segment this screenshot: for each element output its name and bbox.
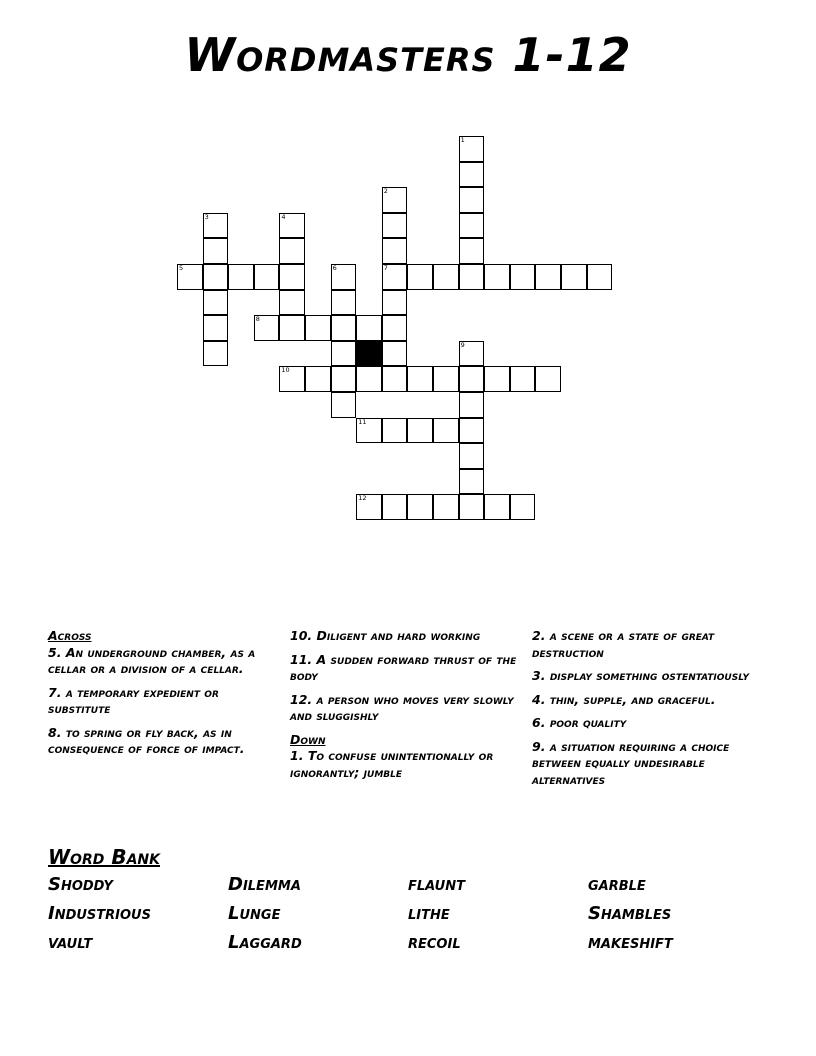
grid-cell[interactable] [382, 494, 408, 520]
across-heading: Across [48, 628, 92, 643]
grid-number: 3 [204, 212, 209, 221]
grid-cell[interactable] [459, 418, 485, 444]
grid-number: 11 [358, 417, 367, 426]
grid-number: 2 [383, 187, 388, 196]
clue-down-2: 2. a scene or a state of great destruction [532, 628, 715, 660]
grid-number: 1 [460, 136, 465, 144]
grid-cell[interactable] [305, 366, 331, 392]
clue-across-10: 10. Diligent and hard working [290, 628, 481, 643]
word-bank-item: garble [588, 874, 646, 895]
grid-cell[interactable] [382, 366, 408, 392]
grid-cell[interactable] [331, 315, 357, 341]
grid-cell[interactable] [459, 136, 485, 162]
grid-cell[interactable] [510, 264, 536, 290]
grid-cell[interactable] [203, 264, 229, 290]
grid-cell[interactable] [279, 238, 305, 264]
grid-cell[interactable] [279, 315, 305, 341]
grid-cell[interactable] [433, 494, 459, 520]
grid-cell[interactable] [459, 162, 485, 188]
grid-cell[interactable] [331, 392, 357, 418]
down-heading: Down [290, 731, 326, 747]
grid-cell[interactable] [510, 366, 536, 392]
grid-cell[interactable] [561, 264, 587, 290]
grid-cell[interactable] [382, 341, 408, 367]
word-bank-item: lithe [408, 903, 450, 924]
clues-column-1 [48, 628, 273, 765]
word-bank-item: Lunge [228, 903, 281, 924]
grid-number: 6 [332, 264, 337, 272]
grid-number: 9 [460, 340, 465, 349]
grid-number: 4 [281, 212, 286, 221]
clue-across-7: 7. a temporary expedient or substitute [48, 684, 219, 716]
word-bank-item: vault [48, 932, 93, 953]
word-bank-item: Shoddy [48, 874, 113, 895]
word-bank-item: makeshift [588, 932, 673, 953]
grid-cell[interactable] [331, 341, 357, 367]
grid-number: 5 [179, 264, 184, 272]
grid-cell[interactable] [407, 366, 433, 392]
page-title: Wordmasters 1-12 [184, 28, 632, 82]
grid-cell[interactable] [382, 213, 408, 239]
grid-cell[interactable] [331, 366, 357, 392]
grid-cell[interactable] [356, 418, 382, 444]
grid-cell[interactable] [382, 238, 408, 264]
grid-cell[interactable] [433, 264, 459, 290]
word-bank-item: Industrious [48, 903, 151, 924]
grid-cell[interactable] [382, 315, 408, 341]
word-bank-item: Laggard [228, 932, 302, 953]
grid-cell[interactable] [535, 366, 561, 392]
grid-cell[interactable] [203, 315, 229, 341]
grid-block [356, 341, 382, 367]
grid-cell[interactable] [356, 315, 382, 341]
grid-cell[interactable] [484, 366, 510, 392]
grid-cell[interactable] [356, 494, 382, 520]
grid-cell[interactable] [331, 290, 357, 316]
grid-cell[interactable] [331, 264, 357, 290]
grid-cell[interactable] [254, 264, 280, 290]
grid-cell[interactable] [279, 366, 305, 392]
clue-down-6: 6. poor quality [532, 715, 627, 730]
grid-cell[interactable] [382, 290, 408, 316]
grid-cell[interactable] [459, 443, 485, 469]
clue-down-9: 9. a situation requiring a choice between equally undesirable alternatives [532, 738, 730, 787]
grid-number: 10 [281, 366, 290, 375]
clue-down-4: 4. thin, supple, and graceful. [532, 691, 716, 707]
grid-cell[interactable] [459, 341, 485, 367]
grid-cell[interactable] [279, 264, 305, 290]
clues-column-3 [532, 628, 757, 795]
word-bank-item: flaunt [408, 874, 465, 895]
grid-cell[interactable] [177, 264, 203, 290]
grid-number: 7 [383, 264, 388, 272]
grid-number: 8 [255, 315, 260, 324]
grid-cell[interactable] [459, 264, 485, 290]
grid-cell[interactable] [382, 418, 408, 444]
grid-cell[interactable] [382, 264, 408, 290]
word-bank-item: Dilemma [228, 874, 301, 895]
grid-cell[interactable] [459, 187, 485, 213]
grid-cell[interactable] [382, 187, 408, 213]
grid-cell[interactable] [254, 315, 280, 341]
grid-cell[interactable] [203, 290, 229, 316]
grid-cell[interactable] [459, 213, 485, 239]
grid-cell[interactable] [484, 264, 510, 290]
grid-cell[interactable] [433, 418, 459, 444]
clue-down-1: 1. To confuse unintentionally or ignorantly; jumble [290, 748, 494, 780]
clue-across-12: 12. a person who moves very slowly and sluggishly [290, 691, 514, 723]
clue-across-5: 5. An underground chamber, as a cellar or a division of a cellar. [48, 644, 256, 676]
grid-cell[interactable] [203, 213, 229, 239]
grid-cell[interactable] [484, 494, 510, 520]
grid-cell[interactable] [203, 238, 229, 264]
grid-cell[interactable] [433, 366, 459, 392]
word-bank-item: recoil [408, 932, 461, 953]
grid-cell[interactable] [459, 238, 485, 264]
grid-cell[interactable] [510, 494, 536, 520]
clues-column-2 [290, 628, 520, 788]
grid-cell[interactable] [407, 494, 433, 520]
grid-cell[interactable] [279, 213, 305, 239]
word-bank-title: Word Bank [48, 845, 160, 869]
word-bank-item: Shambles [588, 903, 672, 924]
clue-across-11: 11. A sudden forward thrust of the body [290, 651, 517, 683]
grid-cell[interactable] [305, 315, 331, 341]
grid-cell[interactable] [459, 392, 485, 418]
clue-across-8: 8. to spring or fly back, as in consequence of force of impact. [48, 724, 245, 756]
grid-cell[interactable] [356, 366, 382, 392]
grid-cell[interactable] [407, 418, 433, 444]
grid-cell[interactable] [535, 264, 561, 290]
grid-cell[interactable] [407, 264, 433, 290]
grid-cell[interactable] [279, 290, 305, 316]
grid-cell[interactable] [228, 264, 254, 290]
grid-cell[interactable] [459, 494, 485, 520]
clue-down-3: 3. display something ostentatiously [532, 668, 750, 683]
grid-cell[interactable] [203, 341, 229, 367]
grid-number: 12 [358, 494, 367, 503]
grid-cell[interactable] [459, 469, 485, 495]
grid-cell[interactable] [459, 366, 485, 392]
grid-cell[interactable] [587, 264, 613, 290]
